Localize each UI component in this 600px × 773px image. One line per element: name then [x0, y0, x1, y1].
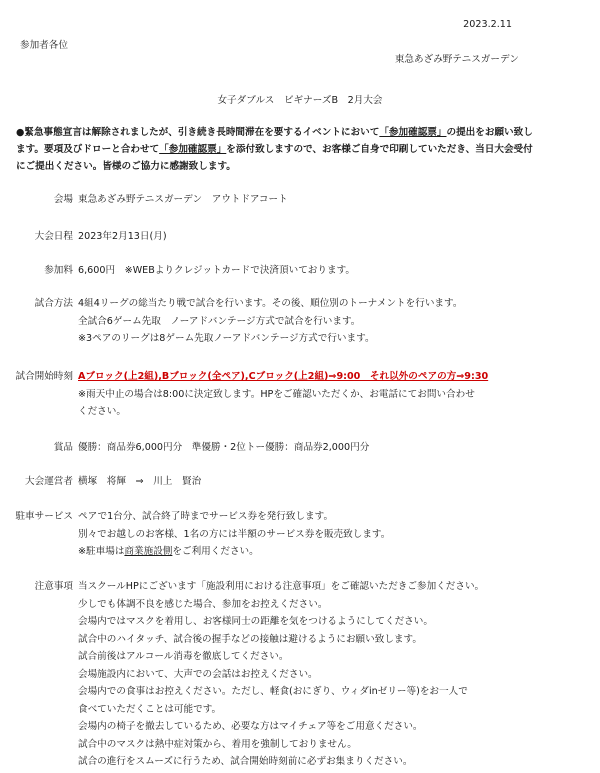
method-label: 試合方法	[34, 298, 73, 309]
recipient: 参加者各位	[20, 40, 68, 51]
prize-label: 賞品	[53, 442, 73, 453]
caution-line: 食べていただくことは可能です。	[78, 703, 222, 715]
notice-text-3: を添付致しますので、お客様ご自身で印刷していただき、当日大会受付にご提出ください。皆様のご協力に感謝致します。	[16, 144, 533, 172]
emergency-notice	[16, 124, 536, 175]
date-value: 2023年2月13日(月)	[78, 231, 167, 242]
method-line: 全試合6ゲーム先取 ノーアドバンテージ方式で試合を行います。	[78, 315, 361, 327]
caution-line: 会場内ではマスクを着用し、お客様同士の距離を気をつけるようにしてください。	[78, 616, 433, 627]
fee-value: 6,600円 ※WEBよりクレジットカードで決済頂いております。	[78, 265, 355, 276]
prize-value: 優勝：商品券6,000円分 準優勝・2位トー優勝：商品券2,000円分	[78, 442, 370, 453]
caution-line: 会場内での食事はお控えください。ただし、軽食(おにぎり、ウィダinゼリー等)をお一人で	[78, 686, 468, 697]
caution-line: 少しでも体調不良を感じた場合、参加をお控えください。	[78, 598, 328, 610]
rain-note: ください。	[78, 406, 126, 417]
parking-note: ※駐車場は商業施設側をご利用ください。	[78, 546, 259, 557]
document-title: 女子ダブルス ビギナーズB 2月大会	[217, 95, 383, 106]
caution-line: 試合の進行をスムーズに行うため、試合開始時刻前に必ずお集まりください。	[78, 756, 413, 767]
notice-text-1: ●緊急事態宣言は解除されましたが、引き続き長時間滞在を要するイベントにおいて	[16, 127, 380, 138]
staff-label: 大会運営者	[25, 476, 73, 487]
caution-line: 試合前後はアルコール消毒を徹底してください。	[78, 651, 289, 662]
commercial-facility-link[interactable]: 商業施設側	[124, 546, 173, 557]
fee-label: 参加料	[44, 265, 73, 276]
sender: 東急あざみ野テニスガーデン	[394, 54, 519, 65]
document-date: 2023.2.11	[463, 19, 512, 30]
notice-text-2: の提出をお願い致します。要項及びドローと合わせて	[16, 127, 533, 155]
venue-label: 会場	[53, 194, 73, 205]
parking-line: 別々でお越しのお客様、1名の方には半額のサービス券を販売致します。	[78, 528, 391, 540]
caution-label: 注意事項	[34, 581, 73, 592]
caution-line: 当スクールHPにございます「施設利用における注意事項」をご確認いただきご参加ください。	[78, 581, 485, 592]
caution-line: 試合中のマスクは熱中症対策から、着用を強制しておりません。	[78, 738, 357, 750]
staff-value: 横塚 将輝 ⇒ 川上 賢治	[78, 476, 202, 487]
parking-line: ペアで1台分、試合終了時までサービス券を発行致します。	[78, 511, 334, 522]
rain-note: ※雨天中止の場合は8:00に決定致します。HPをご確認いただくか、お電話にてお問い合わせ	[78, 388, 475, 400]
start-time-schedule: Aブロック(上2組),Bブロック(全ペア),Cブロック(上2組)⇒9:00 それ以外のペアの方⇒9:30	[78, 371, 489, 382]
confirmation-form-link-1[interactable]: 「参加確認票」	[379, 127, 447, 138]
method-line: 4組4リーグの総当たり戦で試合を行います。その後、順位別のトーナメントを行います。	[78, 298, 463, 309]
confirmation-form-link-2[interactable]: 「参加確認票」	[159, 144, 227, 155]
method-line: ※3ペアのリーグは8ゲーム先取ノーアドバンテージ方式で行います。	[78, 333, 375, 344]
caution-line: 会場施設内において、大声での会話はお控えください。	[78, 668, 318, 680]
caution-line: 会場内の椅子を撤去しているため、必要な方はマイチェア等をご用意ください。	[78, 721, 423, 732]
venue-value: 東急あざみ野テニスガーデン アウトドアコート	[78, 194, 288, 205]
parking-label: 駐車サービス	[15, 511, 73, 522]
start-time-label: 試合開始時刻	[15, 371, 73, 382]
caution-line: 試合中のハイタッチ、試合後の握手などの接触は避けるようにお願い致します。	[78, 633, 422, 645]
date-label: 大会日程	[34, 231, 73, 242]
